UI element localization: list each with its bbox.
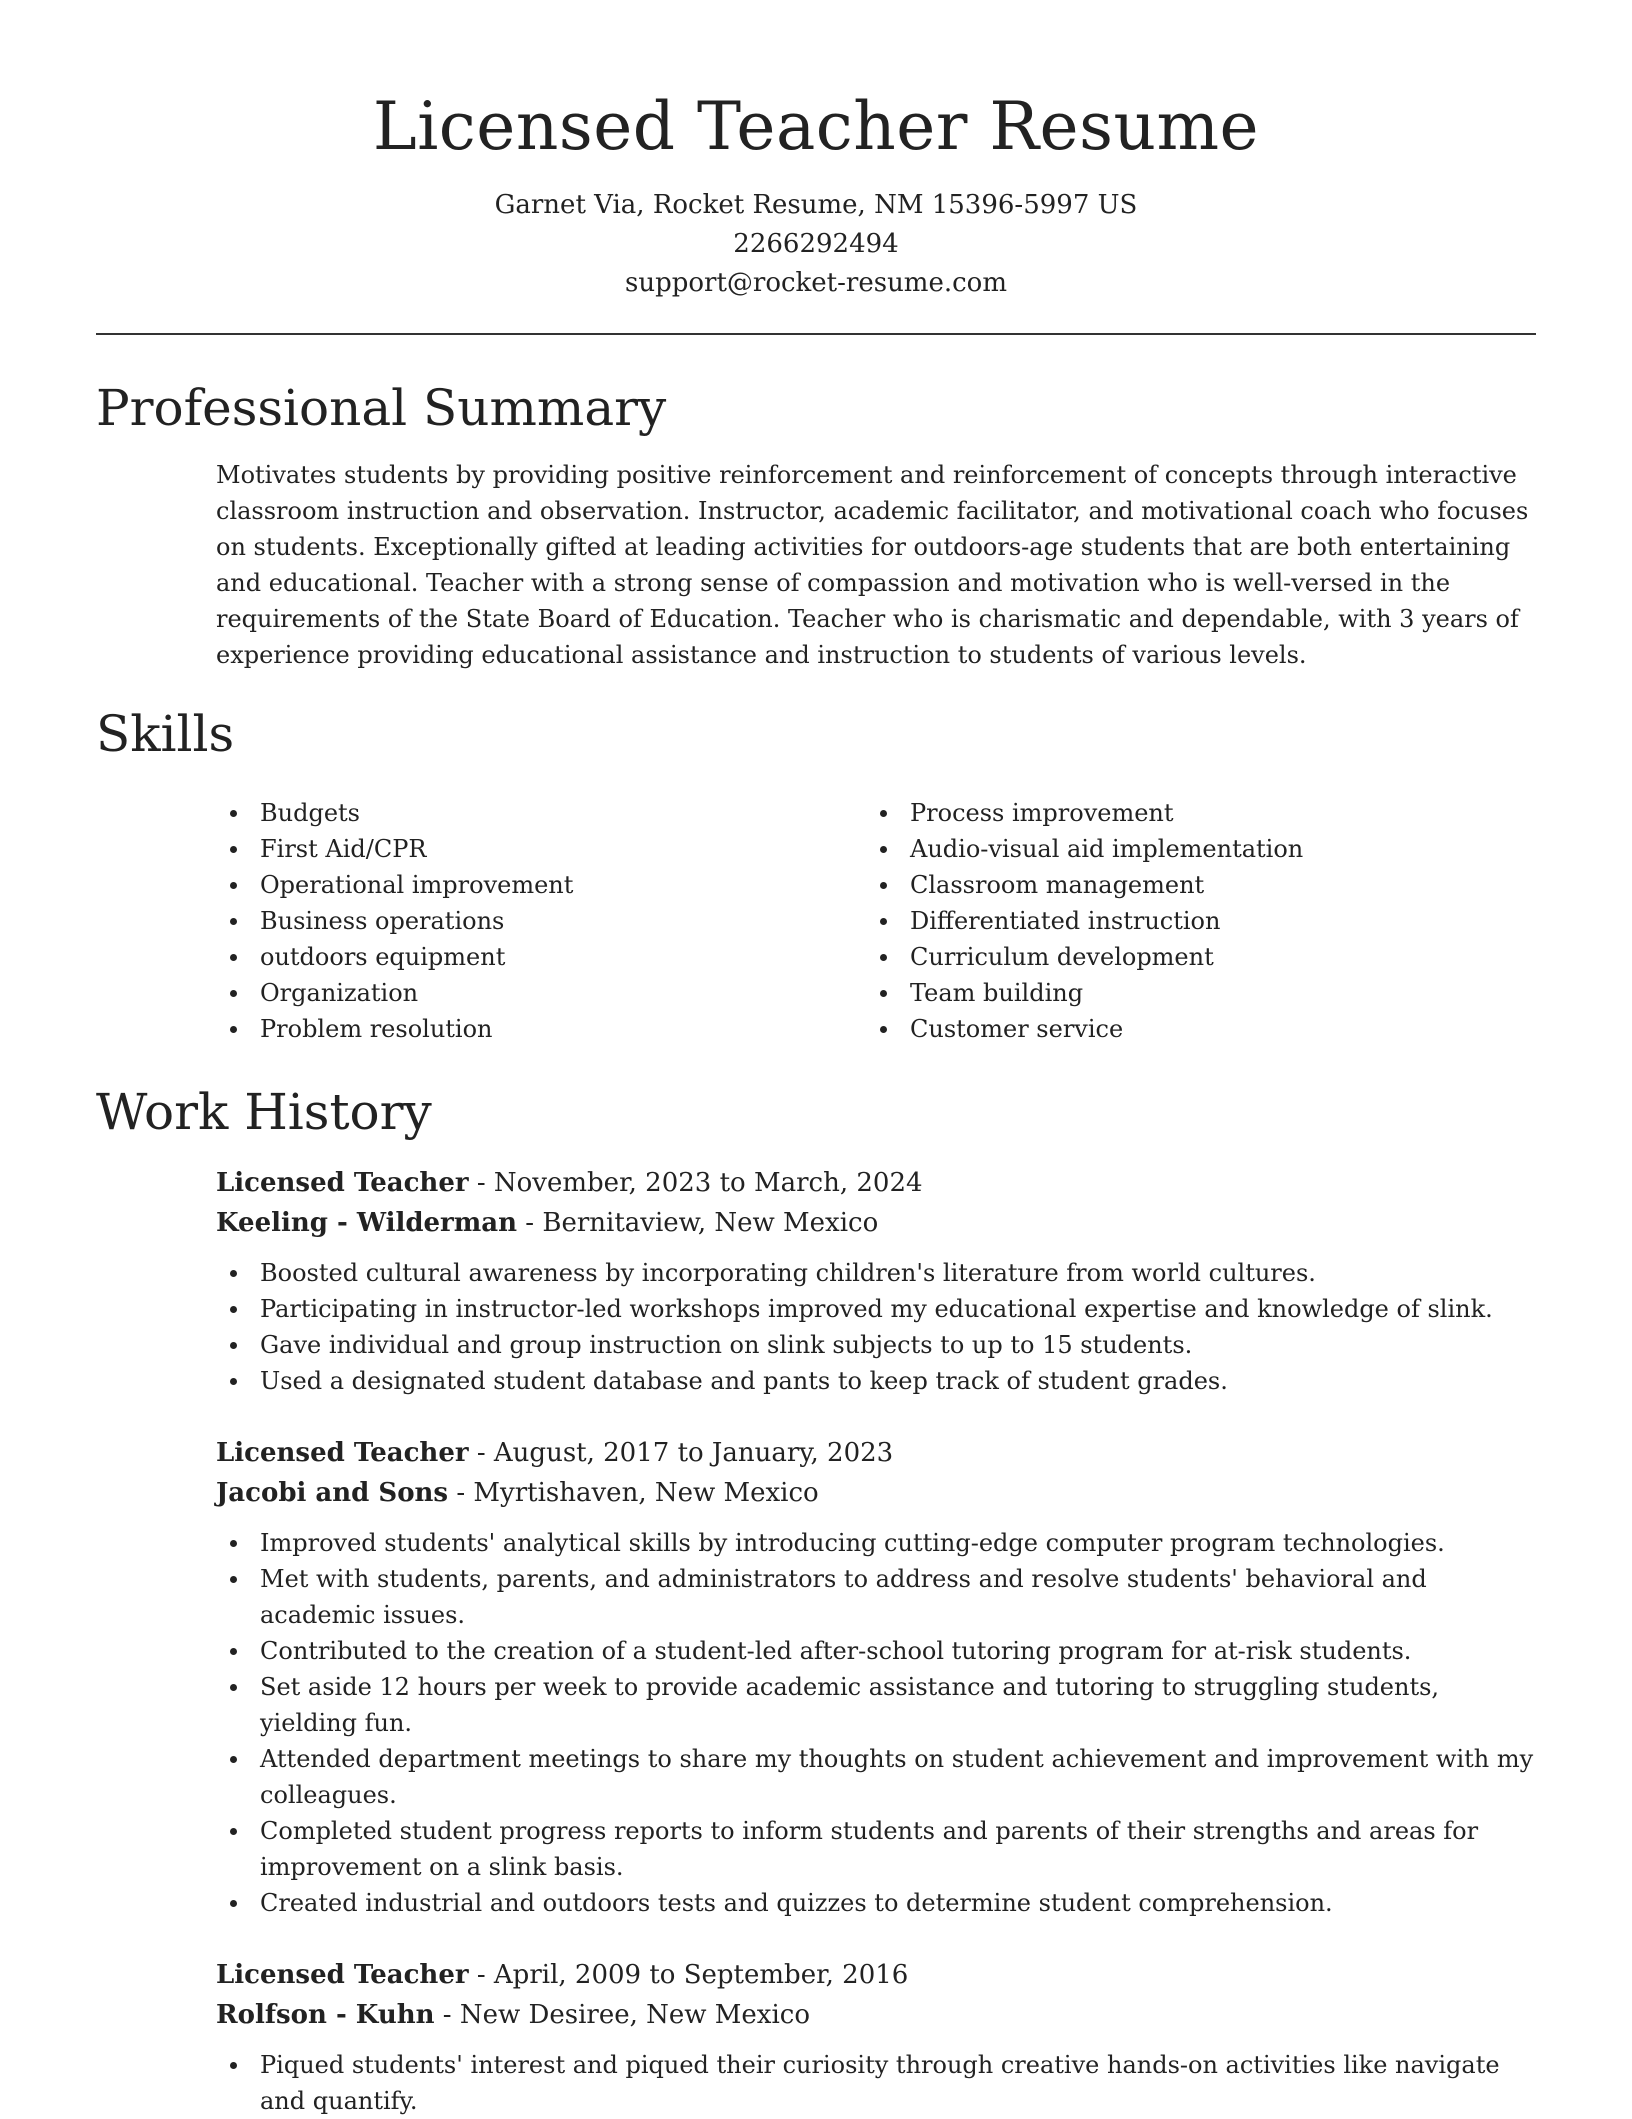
job-bullet: Completed student progress reports to inform students and parents of their strengths and areas for improvement on a slink basis. (216, 1813, 1536, 1885)
job-company-line (216, 1473, 1536, 1513)
skill-item: Team building (866, 975, 1516, 1011)
skill-item: Audio-visual aid implementation (866, 831, 1516, 867)
skill-item: outdoors equipment (216, 939, 866, 975)
job-title: Licensed Teacher (216, 1960, 469, 1990)
job-bullets (216, 1255, 1536, 1399)
job-entry (216, 1955, 1536, 2119)
contact-block (96, 186, 1536, 303)
skill-item: Classroom management (866, 867, 1516, 903)
skills-columns (216, 795, 1536, 1047)
job-company: Jacobi and Sons (216, 1478, 449, 1508)
separator: - (434, 2000, 460, 2030)
job-title-line (216, 1433, 1536, 1473)
job-bullet: Participating in instructor-led workshops improved my educational expertise and knowledge of slink. (216, 1291, 1536, 1327)
job-bullet: Gave individual and group instruction on slink subjects to up to 15 students. (216, 1327, 1536, 1363)
separator: - (517, 1208, 543, 1238)
job-location: New Desiree, New Mexico (459, 2000, 810, 2030)
job-bullet: Created industrial and outdoors tests and quizzes to determine student comprehension. (216, 1885, 1536, 1921)
resume-header (96, 0, 1536, 303)
work-history-heading: Work History (96, 1083, 432, 1141)
skill-item: Differentiated instruction (866, 903, 1516, 939)
job-bullet: Attended department meetings to share my thoughts on student achievement and improvement with my colleagues. (216, 1741, 1536, 1813)
job-bullet: Boosted cultural awareness by incorporating children's literature from world cultures. (216, 1255, 1536, 1291)
contact-email: support@rocket-resume.com (624, 268, 1007, 298)
job-location: Bernitaview, New Mexico (542, 1208, 879, 1238)
job-location: Myrtishaven, New Mexico (473, 1478, 819, 1508)
summary-section (96, 373, 1536, 673)
skill-item: Problem resolution (216, 1011, 866, 1047)
job-bullet: Met with students, parents, and administrators to address and resolve students' behavioral and academic issues. (216, 1561, 1536, 1633)
skill-item: Budgets (216, 795, 866, 831)
separator: - (468, 1438, 494, 1468)
job-bullet: Used a designated student database and pants to keep track of student grades. (216, 1363, 1536, 1399)
skills-section (96, 699, 1536, 1047)
skills-left-list (216, 795, 866, 1047)
job-dates: August, 2017 to January, 2023 (493, 1438, 894, 1468)
job-entry (216, 1163, 1536, 1399)
job-title: Licensed Teacher (216, 1168, 469, 1198)
resume-title: Licensed Teacher Resume (372, 88, 1260, 165)
skill-item: Business operations (216, 903, 866, 939)
job-bullet: Set aside 12 hours per week to provide academic assistance and tutoring to struggling students, yielding fun. (216, 1669, 1536, 1741)
job-title-line (216, 1955, 1536, 1995)
summary-heading: Professional Summary (96, 379, 667, 437)
work-history-section (96, 1077, 1536, 2119)
contact-address: Garnet Via, Rocket Resume, NM 15396-5997 US (494, 190, 1138, 220)
job-bullet: Piqued students' interest and piqued their curiosity through creative hands-on activities like navigate and quantify. (216, 2047, 1536, 2119)
job-title-line (216, 1163, 1536, 1203)
skills-heading: Skills (96, 705, 235, 763)
separator: - (468, 1960, 494, 1990)
job-company: Keeling - Wilderman (216, 1208, 518, 1238)
summary-text: Motivates students by providing positive reinforcement and reinforcement of concepts through interactive classroom instruction and observation. Instructor, academic facilitator, and motivational coach who focuses on students. Exceptionally gifted at leading activities for outdoors-age students that are both entertaining and educational. Teacher with a strong sense of compassion and motivation who is well-versed in the requirements of the State Board of Education. Teacher who is charismatic and dependable, with 3 years of experience providing educational assistance and instruction to students of various levels. (216, 461, 1529, 669)
job-bullet: Contributed to the creation of a student-led after-school tutoring program for at-risk students. (216, 1633, 1536, 1669)
job-company: Rolfson - Kuhn (216, 2000, 435, 2030)
job-bullets (216, 2047, 1536, 2119)
separator: - (468, 1168, 494, 1198)
skills-right-list (866, 795, 1516, 1047)
skill-item: Curriculum development (866, 939, 1516, 975)
job-company-line (216, 1203, 1536, 1243)
skill-item: Process improvement (866, 795, 1516, 831)
separator: - (448, 1478, 474, 1508)
job-entry (216, 1433, 1536, 1921)
skill-item: First Aid/CPR (216, 831, 866, 867)
header-divider (96, 333, 1536, 335)
skill-item: Organization (216, 975, 866, 1011)
resume-page (96, 0, 1536, 2119)
job-dates: November, 2023 to March, 2024 (493, 1168, 923, 1198)
skill-item: Operational improvement (216, 867, 866, 903)
job-dates: April, 2009 to September, 2016 (493, 1960, 909, 1990)
job-company-line (216, 1995, 1536, 2035)
contact-phone: 2266292494 (733, 229, 899, 259)
job-bullets (216, 1525, 1536, 1921)
job-title: Licensed Teacher (216, 1438, 469, 1468)
job-bullet: Improved students' analytical skills by introducing cutting-edge computer program technologies. (216, 1525, 1536, 1561)
skill-item: Customer service (866, 1011, 1516, 1047)
